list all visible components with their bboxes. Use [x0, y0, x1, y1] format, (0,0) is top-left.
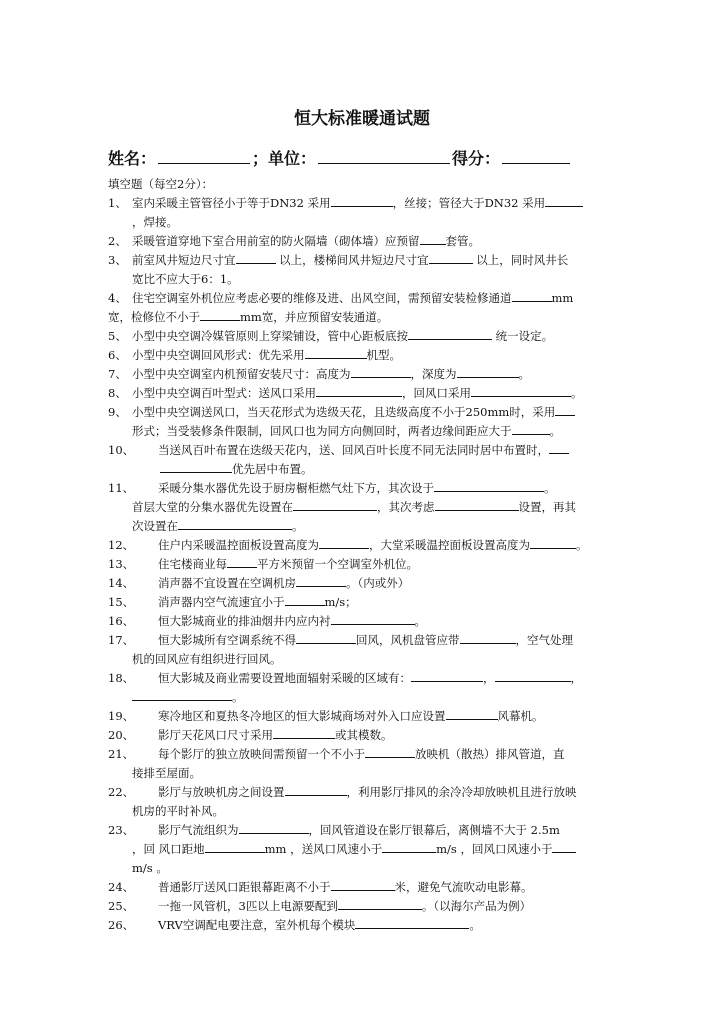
question-17: [108, 631, 628, 650]
name-field[interactable]: [158, 149, 250, 164]
question-text: 机型。: [366, 348, 401, 362]
question-2: [108, 232, 628, 251]
question-20: [108, 726, 628, 745]
answer-blank[interactable]: [205, 840, 265, 853]
question-text: ，丝接；管径大于DN32 采用: [392, 196, 546, 210]
question-text: 。: [544, 481, 556, 495]
answer-blank[interactable]: [457, 365, 519, 378]
answer-blank[interactable]: [293, 498, 377, 511]
question-number: 6、: [108, 348, 127, 362]
question-17-cont: 机的回风应有组织进行回风。: [132, 652, 282, 666]
question-number: 24、: [108, 880, 135, 894]
question-text: 普通影厅送风口距银幕距离不小于: [158, 880, 331, 894]
answer-blank[interactable]: [132, 688, 232, 701]
question-number: 8、: [108, 386, 127, 400]
question-23-cont: [108, 840, 628, 859]
answer-blank[interactable]: [305, 346, 367, 359]
question-text: 小型中央空调百叶型式：送风口采用: [132, 386, 316, 400]
question-text: 前室风井短边尺寸宜: [132, 253, 236, 267]
question-text: ，大堂采暖温控面板设置高度为: [369, 538, 530, 552]
question-number: 7、: [108, 367, 127, 381]
question-text: 。: [549, 424, 561, 438]
answer-blank[interactable]: [331, 612, 415, 625]
question-text: VRV空调配电要注意，室外机每个模块: [158, 918, 356, 932]
question-text: 以上，同时风井长: [472, 253, 569, 267]
answer-blank[interactable]: [316, 384, 402, 397]
question-number: 25、: [108, 899, 135, 913]
question-text: 一拖一风管机，3匹以上电源要配到: [158, 899, 338, 913]
answer-blank[interactable]: [420, 232, 446, 245]
question-9: [108, 403, 628, 422]
answer-blank[interactable]: [160, 460, 232, 473]
question-text: 以上，楼梯间风井短边尺寸宜: [275, 253, 429, 267]
unit-text: mm: [240, 310, 262, 324]
answer-blank[interactable]: [285, 783, 347, 796]
answer-blank[interactable]: [178, 517, 292, 530]
question-18-cont: [108, 688, 628, 707]
question-23: [108, 821, 628, 840]
answer-blank[interactable]: [552, 840, 576, 853]
question-text: 采暖分集水器优先设于厨房橱柜燃气灶下方，其次设于: [158, 481, 434, 495]
question-text: ，深度为: [410, 367, 457, 381]
question-10: [108, 441, 628, 460]
question-text: 宽，检修位不小于: [108, 310, 200, 324]
answer-blank[interactable]: [351, 365, 411, 378]
question-text: 住宅空调室外机位应考虑必要的维修及进、出风空间，需预留安装检修通道: [132, 291, 512, 305]
question-number: 17、: [108, 633, 135, 647]
question-text: 恒大影城所有空调系统不得: [158, 633, 296, 647]
question-number: 10、: [108, 443, 135, 457]
answer-blank[interactable]: [355, 916, 469, 929]
question-text: 室内采暖主管管径小于等于DN32 采用: [132, 196, 331, 210]
question-text: 影厅与放映机房之间设置: [158, 785, 285, 799]
question-text: 设置，再其: [518, 500, 576, 514]
question-8: [108, 384, 628, 403]
question-22: [108, 783, 628, 802]
answer-blank[interactable]: [435, 498, 519, 511]
question-number: 21、: [108, 747, 135, 761]
question-text: ，: [570, 671, 582, 685]
score-field[interactable]: [502, 149, 570, 164]
question-text: 形式；当受装修条件限制，回风口也为同方向侧回时，两者边缘间距应大于: [132, 424, 512, 438]
answer-blank[interactable]: [512, 422, 550, 435]
question-13: [108, 555, 628, 574]
answer-blank[interactable]: [331, 194, 393, 207]
question-number: 5、: [108, 329, 127, 343]
section-intro: 填空题（每空2分）：: [108, 177, 214, 191]
question-text: 恒大影城及商业需要设置地面辐射采暖的区域有：: [158, 671, 411, 685]
question-number: 1、: [108, 196, 127, 210]
question-text: 每个影厅的独立放映间需预留一个不小于: [158, 747, 365, 761]
question-text: 统一设定。: [492, 329, 554, 343]
question-text: 小型中央空调冷媒管原则上穿梁铺设，管中心距板底按: [132, 329, 408, 343]
question-text: 小型中央空调回风形式：优先采用: [132, 348, 305, 362]
answer-blank[interactable]: [545, 194, 583, 207]
question-text: ，其次考虑: [377, 500, 435, 514]
question-text: 。: [469, 918, 481, 932]
question-10-cont: [108, 460, 628, 479]
question-4: [108, 289, 628, 308]
question-21: [108, 745, 628, 764]
answer-blank[interactable]: [285, 593, 325, 606]
answer-blank[interactable]: [239, 821, 309, 834]
question-number: 11、: [108, 481, 135, 495]
question-number: 19、: [108, 709, 135, 723]
unit-field[interactable]: [318, 149, 450, 164]
question-text: 住户内采暖温控面板设置高度为: [158, 538, 319, 552]
answer-blank[interactable]: [296, 574, 346, 587]
answer-blank[interactable]: [227, 555, 257, 568]
answer-blank[interactable]: [471, 384, 571, 397]
question-text: 。: [576, 538, 588, 552]
question-text: m/s；: [324, 595, 357, 609]
question-text: ，: [483, 671, 495, 685]
exam-header: [108, 146, 572, 169]
question-text: 当送风百叶布置在迭级天花内，送、回风百叶长度不同无法同时居中布置时，: [158, 443, 549, 457]
question-6: [108, 346, 628, 365]
question-text: ，回风口采用: [402, 386, 471, 400]
question-text: 。: [232, 690, 244, 704]
question-number: 15、: [108, 595, 135, 609]
question-3-cont: 宽比不应大于6：1。: [132, 272, 239, 286]
question-1: [108, 194, 628, 213]
question-text: 回风，风机盘管应带: [356, 633, 460, 647]
question-number: 26、: [108, 918, 135, 932]
question-text: 采暖管道穿地下室合用前室的防火隔墙（砌体墙）应预留: [132, 234, 420, 248]
question-text: 米，避免气流吹动电影幕。: [394, 880, 533, 894]
question-number: 3、: [108, 253, 127, 267]
question-19: [108, 707, 628, 726]
answer-blank[interactable]: [296, 631, 356, 644]
page-title: 恒大标准暖通试题: [294, 109, 430, 129]
answer-blank[interactable]: [331, 878, 395, 891]
answer-blank[interactable]: [446, 707, 498, 720]
score-label: 得分：: [452, 149, 501, 168]
question-text: 寒冷地区和夏热冬冷地区的恒大影城商场对外入口应设置: [158, 709, 446, 723]
question-number: 4、: [108, 291, 127, 305]
question-number: 13、: [108, 557, 135, 571]
unit-text: mm: [551, 291, 574, 305]
question-21-cont: 接排至屋面。: [132, 766, 201, 780]
question-16: [108, 612, 628, 631]
question-number: 18、: [108, 671, 135, 685]
question-18: [108, 669, 628, 688]
question-text: 套管。: [445, 234, 480, 248]
question-4-cont: [108, 308, 628, 327]
question-list: [108, 175, 628, 935]
question-text: 。: [518, 367, 530, 381]
question-text: 小型中央空调室内机预留安装尺寸：高度为: [132, 367, 351, 381]
question-text: 风幕机。: [497, 709, 544, 723]
question-5: [108, 327, 628, 346]
question-text: 。: [571, 386, 583, 400]
question-text: 放映机（散热）排风管道，直: [415, 747, 565, 761]
answer-blank[interactable]: [460, 631, 516, 644]
answer-blank[interactable]: [273, 726, 335, 739]
unit-label: ；单位：: [252, 149, 317, 168]
question-text: ，空气处理: [515, 633, 573, 647]
question-text: mm ，送风口风速小于: [264, 842, 383, 856]
question-text: 优先居中布置。: [232, 462, 313, 476]
answer-blank[interactable]: [429, 251, 473, 264]
question-24: [108, 878, 628, 897]
answer-blank[interactable]: [555, 403, 575, 416]
question-text: 。（以海尔产品为例）: [421, 899, 532, 913]
answer-blank[interactable]: [549, 441, 569, 454]
name-label: 姓名：: [108, 149, 157, 168]
answer-blank[interactable]: [411, 669, 483, 682]
question-22-cont: 机房的平时补风。: [132, 804, 224, 818]
question-number: 16、: [108, 614, 135, 628]
answer-blank[interactable]: [495, 669, 571, 682]
question-number: 2、: [108, 234, 127, 248]
question-11-cont: [108, 498, 628, 517]
answer-blank[interactable]: [338, 897, 422, 910]
question-1-cont: ，焊接。: [132, 215, 178, 229]
question-text: 小型中央空调送风口，当天花形式为迭级天花，且迭级高度不小于250mm时，采用: [132, 405, 556, 419]
question-number: 14、: [108, 576, 135, 590]
question-9-cont: [108, 422, 628, 441]
answer-blank[interactable]: [319, 536, 369, 549]
question-text: 消声器不宜设置在空调机房: [158, 576, 296, 590]
answer-blank[interactable]: [434, 479, 544, 492]
question-text: 影厅天花风口尺寸采用: [158, 728, 273, 742]
question-text: 宽，并应预留安装通道。: [261, 310, 389, 324]
question-text: 住宅楼商业每: [158, 557, 227, 571]
answer-blank[interactable]: [382, 840, 436, 853]
question-text: 。（内或外）: [346, 576, 410, 590]
question-text: ，回 风口距地: [132, 842, 205, 856]
question-text: 恒大影城商业的排油烟井内应内衬: [158, 614, 331, 628]
question-text: 首层大堂的分集水器优先设置在: [132, 500, 293, 514]
question-text: 消声器内空气流速宜小于: [158, 595, 285, 609]
question-number: 12、: [108, 538, 135, 552]
question-26: [108, 916, 628, 935]
answer-blank[interactable]: [512, 289, 552, 302]
answer-blank[interactable]: [236, 251, 276, 264]
question-15: [108, 593, 628, 612]
question-text: 影厅气流组织为: [158, 823, 239, 837]
question-text: 。: [414, 614, 426, 628]
answer-blank[interactable]: [408, 327, 492, 340]
answer-blank[interactable]: [365, 745, 415, 758]
question-text: ，回风管道设在影厅银幕后，离侧墙不大于 2.5m: [308, 823, 560, 837]
question-number: 9、: [108, 405, 127, 419]
question-text: m/s ，回风口风速小于: [436, 842, 553, 856]
answer-blank[interactable]: [200, 308, 240, 321]
answer-blank[interactable]: [530, 536, 576, 549]
question-text: 平方米预留一个空调室外机位。: [257, 557, 418, 571]
question-25: [108, 897, 628, 916]
question-7: [108, 365, 628, 384]
question-number: 23、: [108, 823, 135, 837]
question-23-cont2: m/s 。: [132, 861, 168, 875]
question-11-cont2: [108, 517, 628, 536]
question-text: 或其模数。: [335, 728, 393, 742]
question-text: ，利用影厅排风的余冷冷却放映机且进行放映: [346, 785, 577, 799]
question-3: [108, 251, 628, 270]
question-12: [108, 536, 628, 555]
question-text: 。: [292, 519, 304, 533]
question-number: 20、: [108, 728, 135, 742]
question-text: 次设置在: [132, 519, 178, 533]
question-number: 22、: [108, 785, 135, 799]
question-11: [108, 479, 628, 498]
question-14: [108, 574, 628, 593]
